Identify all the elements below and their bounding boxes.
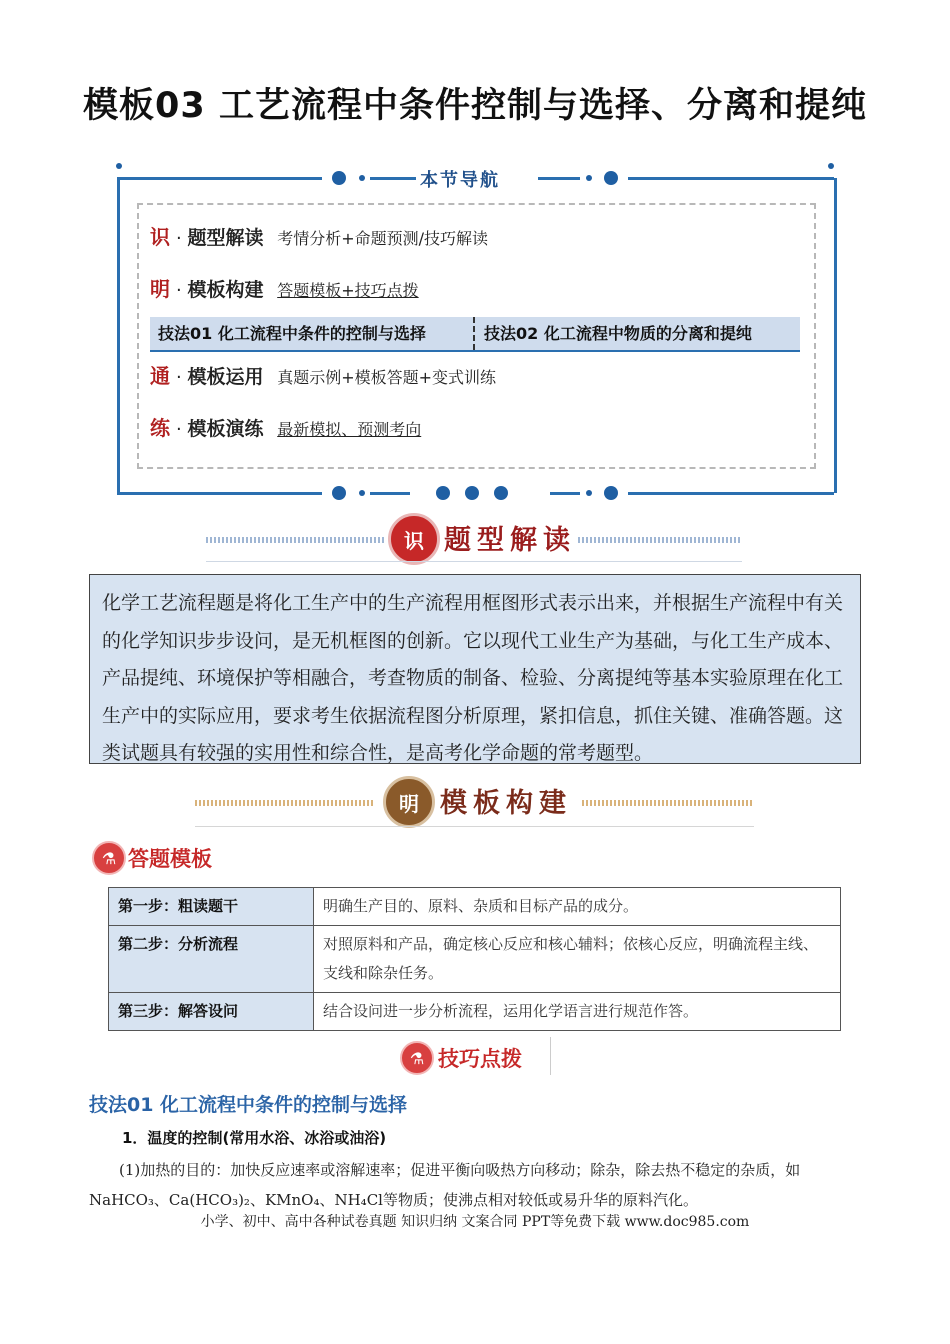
nav-bottom-line-mid [370, 492, 410, 495]
section-badge-icon: 明 [383, 776, 435, 828]
banner-stripe-right [578, 537, 742, 543]
heating-paragraph: (1)加热的目的：加快反应速率或溶解速率；促进平衡向吸热方向移动；除杂，除去热不稳定的杂质，如NaHCO₃、Ca(HCO₃)₂、KMnO₄、NH₄Cl等物质；使沸点相对较低或易升华的原料汽化。 [89, 1161, 801, 1209]
nav-top-line-mid-right [538, 177, 580, 180]
nav-label: 题型解读 [187, 227, 264, 249]
nav-bottom-line-left [117, 492, 322, 495]
banner-stripe-right [582, 800, 754, 806]
nav-dot-icon [436, 486, 450, 500]
nav-small-dot-icon [359, 490, 365, 496]
nav-dot-icon [332, 171, 346, 185]
nav-desc: 最新模拟、预测考向 [277, 420, 422, 439]
step-label: 第二步：分析流程 [109, 926, 314, 993]
nav-dot-icon [332, 486, 346, 500]
step-label: 第三步：解答设问 [109, 993, 314, 1031]
banner-divider [206, 561, 742, 562]
answer-template-title: 答题模板 [128, 847, 212, 871]
nav-corner-dot-icon [828, 163, 834, 169]
technique-link-2[interactable]: 技法02 化工流程中物质的分离和提纯 [484, 324, 752, 343]
nav-header: 本节导航 [420, 170, 500, 191]
nav-label: 模板演练 [187, 418, 264, 440]
nav-label: 模板运用 [187, 366, 264, 388]
answer-steps-table [108, 887, 841, 1031]
technique-bar [150, 317, 800, 352]
banner-stripe-left [206, 537, 384, 543]
technique-separator [473, 317, 475, 350]
nav-dot-icon [604, 486, 618, 500]
section-title: 模板构建 [440, 788, 572, 819]
nav-desc: 答题模板+技巧点拨 [277, 281, 419, 300]
nav-corner-dot-icon [116, 163, 122, 169]
nav-char: 练 [150, 416, 170, 440]
nav-row-ming[interactable]: 明 · 模板构建 答题模板+技巧点拨 [150, 277, 419, 301]
nav-top-line-mid-left [370, 177, 416, 180]
page-footer: 小学、初中、高中各种试卷真题 知识归纳 文案合同 PPT等免费下载 www.doc985.com [200, 1214, 750, 1230]
tips-divider [550, 1037, 551, 1075]
step-content: 结合设问进一步分析流程，运用化学语言进行规范作答。 [314, 993, 841, 1031]
nav-desc: 考情分析+命题预测/技巧解读 [277, 229, 489, 248]
step-content: 对照原料和产品，确定核心反应和核心辅料；依核心反应，明确流程主线、支线和除杂任务。 [314, 926, 841, 993]
section-title: 题型解读 [444, 525, 576, 556]
nav-top-line-right [628, 177, 834, 180]
flask-icon: ⚗ [92, 841, 126, 875]
step-label: 第一步：粗读题干 [109, 888, 314, 926]
nav-label: 模板构建 [187, 279, 264, 301]
nav-dot-icon [604, 171, 618, 185]
nav-char: 通 [150, 364, 170, 388]
intro-box [89, 574, 861, 764]
technique1-heading: 技法01 化工流程中条件的控制与选择 [89, 1094, 408, 1116]
nav-small-dot-icon [586, 490, 592, 496]
nav-bottom-line-mid [550, 492, 580, 495]
nav-bottom-line-right [628, 492, 834, 495]
nav-row-tong[interactable]: 通 · 模板运用 真题示例+模板答题+变式训练 [150, 364, 497, 388]
step-content: 明确生产目的、原料、杂质和目标产品的成分。 [314, 888, 841, 926]
nav-dot-icon [494, 486, 508, 500]
table-row [109, 993, 841, 1031]
section-badge-icon: 识 [388, 513, 440, 565]
temperature-heading: 1．温度的控制(常用水浴、冰浴或油浴) [122, 1129, 387, 1147]
nav-top-line-left [117, 177, 322, 180]
table-row [109, 926, 841, 993]
intro-text: 化学工艺流程题是将化工生产中的生产流程用框图形式表示出来，并根据生产流程中有关的化学知识步步设问，是无机框图的创新。它以现代工业生产为基础，与化工生产成本、产品提纯、环境保护等相融合，考查物质的制备、检验、分离提纯等基本实验原理在化工生产中的实际应用，要求考生依据流程图分析原理，紧扣信息，抓住关键、准确答题。这类试题具有较强的实用性和综合性，是高考化学命题的常考题型。 [102, 592, 844, 764]
nav-small-dot-icon [586, 175, 592, 181]
nav-small-dot-icon [359, 175, 365, 181]
nav-char: 识 [150, 225, 170, 249]
nav-row-lian[interactable]: 练 · 模板演练 最新模拟、预测考向 [150, 416, 422, 440]
banner-stripe-left [195, 800, 373, 806]
table-row [109, 888, 841, 926]
flask-icon: ⚗ [400, 1041, 434, 1075]
tips-title: 技巧点拨 [438, 1047, 522, 1071]
page-title: 模板03 工艺流程中条件控制与选择、分离和提纯 [83, 86, 867, 126]
nav-dot-icon [465, 486, 479, 500]
banner-divider [195, 826, 754, 827]
nav-char: 明 [150, 277, 170, 301]
technique-link-1[interactable]: 技法01 化工流程中条件的控制与选择 [158, 324, 426, 343]
nav-desc: 真题示例+模板答题+变式训练 [277, 368, 497, 387]
nav-row-shi[interactable]: 识 · 题型解读 考情分析+命题预测/技巧解读 [150, 225, 489, 249]
